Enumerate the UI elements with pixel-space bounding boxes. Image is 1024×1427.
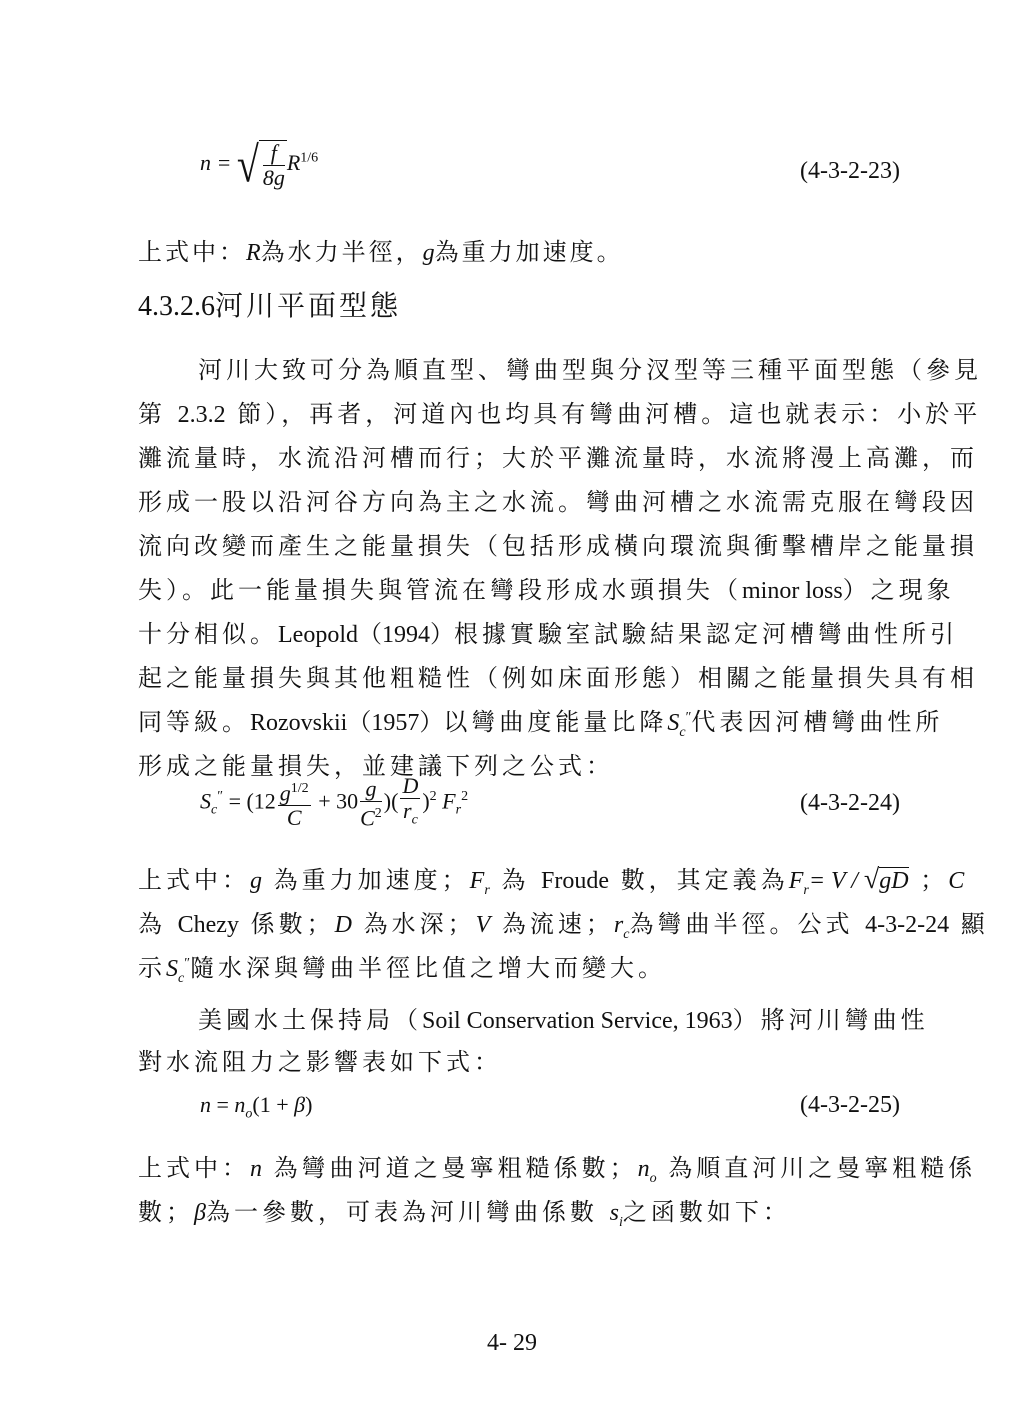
p4-line-1: 上式中：n 為彎曲河道之曼寧粗糙係數；$n_o$ 為順直河川之曼寧粗糙係: [138, 1154, 977, 1186]
equation-number-24: (4-3-2-24): [800, 790, 900, 816]
sqrt-symbol: √: [236, 136, 259, 193]
p2-line-1: 上式中：g 為重力加速度；$F_r$ 為 Froude 數，其定義為$F_r= V / √gD$ ；C: [138, 864, 965, 898]
eq1-lhs: n =: [200, 150, 232, 176]
p2-line-3: 示$S_c''$隨水深與彎曲半徑比值之增大而變大。: [138, 954, 667, 986]
section-number: 4.3.2.6: [138, 291, 215, 322]
p1-line-6: 失）。此一能量損失與管流在彎段形成水頭損失（minor loss）之現象: [138, 576, 955, 604]
p1-line-4: 形成一股以沿河谷方向為主之水流。彎曲河槽之水流需克服在彎段因: [138, 488, 978, 516]
p1-line-2: 第 2.3.2 節），再者，河道內也均具有彎曲河槽。這也就表示：小於平: [138, 400, 982, 428]
p4-line-2: 數；β為一參數，可表為河川彎曲係數 $s_i$之函數如下：: [138, 1198, 791, 1230]
eq1-numerator: f: [263, 141, 285, 166]
equation-4-3-2-23: [200, 136, 319, 193]
eq1-denominator: 8g: [262, 165, 285, 190]
p1-line-5: 流向改變而產生之能量損失（包括形成橫向環流與衝擊槽岸之能量損: [138, 532, 978, 560]
p1-line-7: 十分相似。Leopold（1994）根據實驗室試驗結果認定河槽彎曲性所引: [138, 620, 958, 648]
p1-line-3: 灘流量時，水流沿河槽而行；大於平灘流量時，水流將漫上高灘，而: [138, 444, 978, 472]
eq1-explanation: 上式中：R為水力半徑，g為重力加速度。: [138, 238, 624, 266]
equation-4-3-2-25: $n = n_o(1 + \beta)$: [200, 1092, 313, 1122]
p1-line-10: 形成之能量損失，並建議下列之公式：: [138, 752, 614, 780]
equation-number-23: (4-3-2-23): [800, 158, 900, 184]
p2-line-2: 為 Chezy 係數；D 為水深；V 為流速；$r_c$為彎曲半徑。公式 4-3-2-24 顯: [138, 910, 989, 942]
equation-4-3-2-24: $S_c'' = (12$ $\frac{g^{1/2}}{C}$ + 30 $\frac{g}{C^2}$ )( $\frac{D}{r_c}$ )$^2$ $F_r^2$: [200, 773, 469, 830]
p3-line-1: 美國水土保持局（Soil Conservation Service, 1963）將河川彎曲性: [198, 1006, 929, 1034]
p1-line-9: 同等級。Rozovskii（1957）以彎曲度能量比降$S_c''$代表因河槽彎曲性所: [138, 708, 944, 740]
eq1-R: R: [286, 150, 301, 176]
p1-line-1: 河川大致可分為順直型、彎曲型與分汊型等三種平面型態（參見: [198, 356, 982, 384]
eq1-exponent: 1/6: [300, 150, 319, 166]
sqrt-radicand: [259, 140, 287, 190]
p3-line-2: 對水流阻力之影響表如下式：: [138, 1048, 502, 1076]
equation-number-25: (4-3-2-25): [800, 1092, 900, 1118]
section-heading: [138, 284, 401, 324]
section-title: 河川平面型態: [215, 289, 402, 322]
page-number: 4- 29: [487, 1330, 537, 1356]
p1-line-8: 起之能量損失與其他粗糙性（例如床面形態）相關之能量損失具有相: [138, 664, 978, 692]
